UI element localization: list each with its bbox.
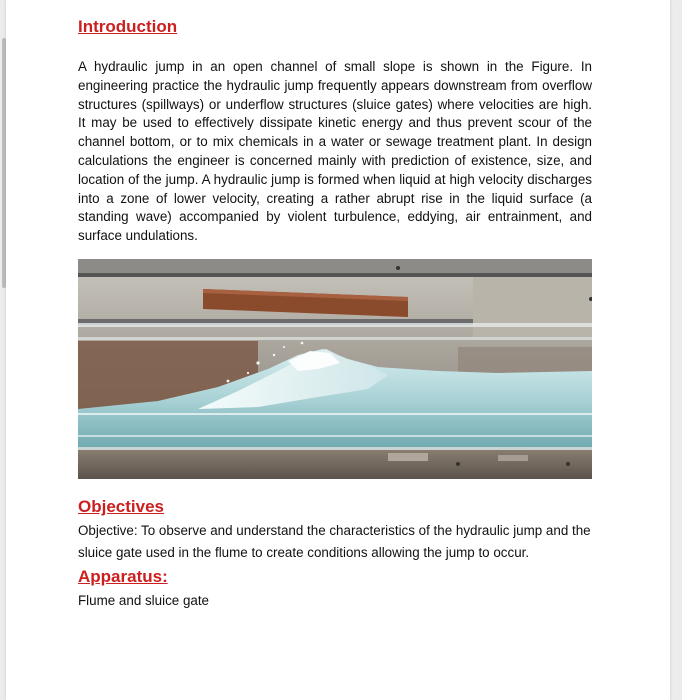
introduction-paragraph: A hydraulic jump in an open channel of small slope is shown in the Figure. In engineering practice the hydraulic jump frequently appears downstream from overflow structures (spillways) or underflow structures (sluice gates) where velocities are high. It may be used to effectively dissipate kinetic energy and thus prevent scour of the channel bottom, or to mix chemicals in a water or sewage treatment plant. In design calculations the engineer is concerned mainly with prediction of existence, size, and location of the jump. A hydraulic jump is formed when liquid at high velocity discharges into a zone of lower velocity, creating a rather abrupt rise in the liquid surface (a standing wave) accompanied by violent turbulence, eddying, air entrainment, and surface undulations. — [78, 59, 592, 244]
introduction-heading: Introduction — [78, 17, 178, 36]
apparatus-paragraph: Flume and sluice gate — [78, 593, 210, 608]
objectives-paragraph: Objective: To observe and understand the characteristics of the hydraulic jump and the sluice gate used in the flume to create conditions allowing the jump to occur. — [78, 523, 591, 560]
apparatus-heading: Apparatus: — [78, 567, 168, 586]
hydraulic-jump-photo — [78, 259, 592, 479]
objectives-heading: Objectives — [78, 497, 164, 516]
